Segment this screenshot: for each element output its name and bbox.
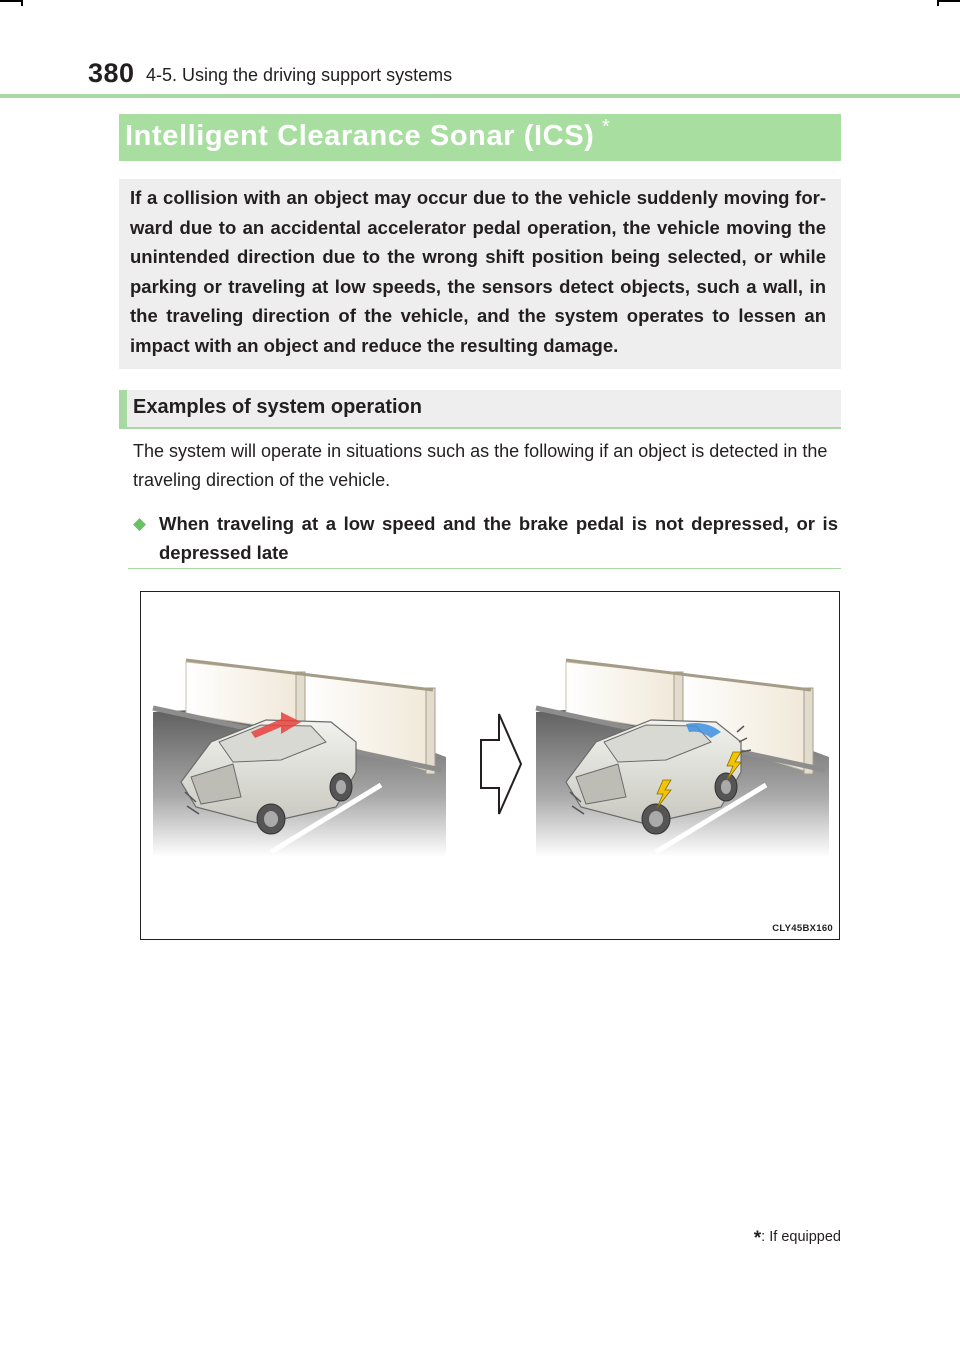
case-heading-text: When traveling at a low speed and the brake pedal is not depressed, or is depressed late xyxy=(159,513,838,563)
body-text: The system will operate in situations such as the following if an object is detected in the traveling direction of the vehicle. xyxy=(133,441,828,490)
equipment-asterisk: * xyxy=(602,116,610,138)
illustration-svg xyxy=(141,592,841,941)
subheading-title: Examples of system operation xyxy=(133,396,422,418)
footnote-asterisk: * xyxy=(753,1228,762,1249)
scene-after xyxy=(536,660,829,857)
right-arrow-outline-icon xyxy=(481,714,521,814)
section-label: 4-5. Using the driving support systems xyxy=(146,65,453,85)
subheading-accent xyxy=(119,390,127,427)
illustration-code: CLY45BX160 xyxy=(772,923,833,934)
case-rule xyxy=(128,568,841,569)
page-header xyxy=(0,0,960,100)
scene-before xyxy=(153,660,446,857)
footnote xyxy=(754,1228,841,1250)
subheading-rule xyxy=(119,427,841,429)
illustration-frame xyxy=(140,591,840,940)
page-number: 380 xyxy=(88,58,135,88)
footnote-text: : If equipped xyxy=(761,1229,841,1245)
wall-post xyxy=(804,688,813,774)
intro-box xyxy=(119,179,841,369)
section-title: Intelligent Clearance Sonar (ICS) xyxy=(125,120,595,152)
diamond-bullet-icon: ◆ xyxy=(133,514,147,533)
intro-text: If a collision with an object may occur due to the vehicle suddenly moving for-ward due to an accidental accelerator pedal operation, the vehicle moving the unintended direction due to the wrong shift position being selected, or while parking or traveling at low speeds, the sensors detect objects, such a wall, in the traveling direction of the vehicle, and the system operates to lessen an impact with an object and reduce the resulting damage. xyxy=(130,187,826,356)
section-title-bar xyxy=(119,114,841,161)
wall-post xyxy=(426,688,435,774)
header-rule xyxy=(0,94,960,98)
subheading-bar xyxy=(119,390,841,427)
